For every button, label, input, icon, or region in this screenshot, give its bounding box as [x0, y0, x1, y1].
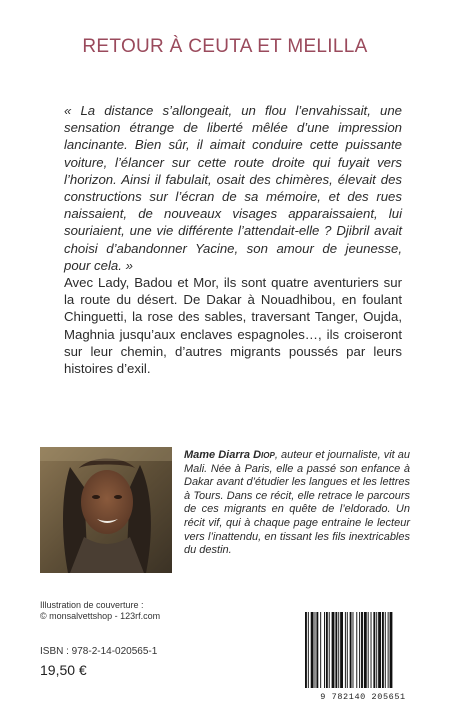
barcode-digits: 9 782140 205651: [320, 692, 406, 702]
author-first-name: Mame Diarra: [184, 449, 251, 461]
barcode-bar: [329, 612, 330, 688]
barcode-bar: [364, 612, 367, 688]
barcode-bar: [316, 612, 318, 688]
barcode-bar: [345, 612, 346, 688]
barcode-bar: [378, 612, 381, 688]
barcode-bar: [382, 612, 384, 688]
barcode-bar: [305, 612, 307, 688]
author-photo: [40, 447, 172, 573]
illustration-credit: [40, 600, 160, 622]
author-last-name: Diop: [253, 449, 275, 461]
barcode-bar: [332, 612, 335, 688]
barcode-bar: [338, 612, 339, 688]
barcode-bar: [356, 612, 357, 688]
barcode-bar: [347, 612, 348, 688]
barcode-bar: [373, 612, 375, 688]
barcode-bar: [340, 612, 343, 688]
excerpt-quote: « La distance s’allongeait, un flou l’envahissait, une sensation étrange de liberté mêlée d’une impression lancinante. Bien sûr, il aimait conduire cette puissante voiture, l’élancer sur cette route droite qui fuyait vers l’horizon. Ainsi il fabulait, osait des chimères, élevait des constructions sur l’écran de sa mémoire, et des rues naissaient, de nouveaux visages apparaissaient, lui souriaient, une vie différente l’attendait-elle ? Djibril avait choisi d’abandonner Yacine, son amour de jeunesse, pour cela. »: [64, 103, 402, 273]
author-bio: [184, 449, 410, 558]
author-bio-text: , auteur et journaliste, vit au Mali. Née à Paris, elle a passé son enfance à Dakar avant d’étudier les langues et les lettres à Tours. Dans ce récit, elle retrace le parcours de ces migrants en quête de l’eldorado. Un récit vif, qui à chaque page entraine le lecteur vers l’inattendu, en tissant les fils inextricables du destin.: [184, 449, 410, 557]
barcode-bar: [359, 612, 360, 688]
barcode-bar: [335, 612, 337, 688]
barcode-bar: [326, 612, 328, 688]
isbn-number: ISBN : 978-2-14-020565-1: [40, 646, 158, 657]
barcode-bars: [303, 612, 423, 688]
barcode-bar: [315, 612, 316, 688]
barcode-bar: [371, 612, 372, 688]
barcode-bar: [390, 612, 393, 688]
credit-line-1: Illustration de couverture :: [40, 600, 144, 610]
barcode-bar: [350, 612, 352, 688]
author-portrait-image: [40, 447, 172, 573]
barcode-bar: [361, 612, 363, 688]
barcode-bar: [385, 612, 386, 688]
barcode-icon: [303, 612, 423, 688]
barcode-bar: [368, 612, 369, 688]
barcode-bar: [376, 612, 377, 688]
book-title: RETOUR À CEUTA ET MELILLA: [82, 36, 368, 57]
book-price: 19,50 €: [40, 662, 87, 678]
barcode-bar: [353, 612, 354, 688]
summary-paragraph: Avec Lady, Badou et Mor, ils sont quatre aventuriers sur la route du désert. De Dakar à Nouadhibou, en foulant Chinguetti, la rose des sables, traversant Tanger, Oujda, Maghnia jusqu’aux enclaves espagnoles…, ils croiseront sur leur chemin, d’autres migrants poussés par leurs histoires d’exil.: [64, 275, 402, 377]
barcode-bar: [320, 612, 321, 688]
barcode-bar: [388, 612, 389, 688]
barcode-bar: [311, 612, 314, 688]
credit-line-2: © monsalvettshop - 123rf.com: [40, 611, 161, 621]
barcode-bar: [308, 612, 309, 688]
barcode-bar: [324, 612, 325, 688]
